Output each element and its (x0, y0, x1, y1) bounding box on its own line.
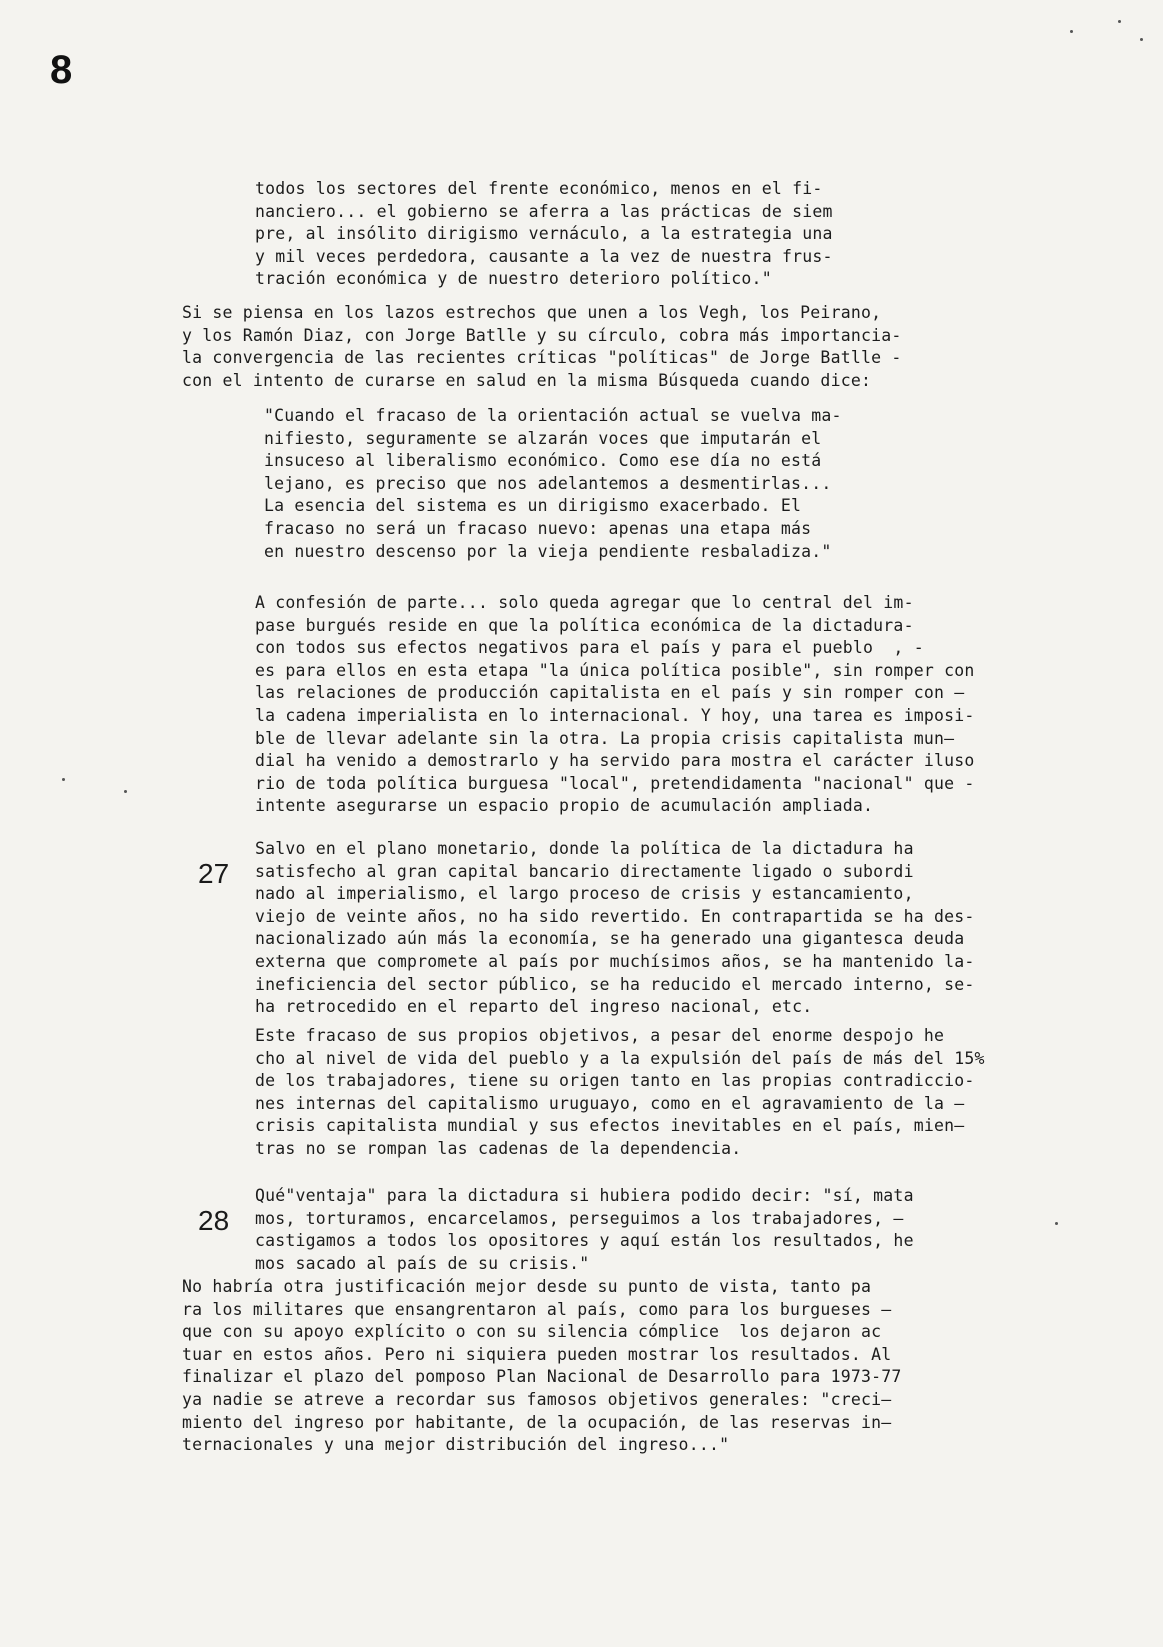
paragraph-28: Qué"ventaja" para la dictadura si hubiera podido decir: "sí, mata mos, torturamos, encarcelamos, perseguimos a los trabajadores, — castigamos a todos los opositores y aquí están los resultados, he mos sacado al país de su crisis." (255, 1186, 914, 1273)
paragraph-batlle: Si se piensa en los lazos estrechos que unen a los Vegh, los Peirano, y los Ramón Diaz, con Jorge Batlle y su círculo, cobra más importancia- la convergencia de las recientes críticas "políticas" de Jorge Batlle - con el intento de curarse en salud en la misma Búsqueda cuando dice: (182, 303, 902, 390)
page-number: 8 (50, 48, 73, 92)
scan-speck (62, 778, 65, 781)
paragraph-fracaso: Este fracaso de sus propios objetivos, a pesar del enorme despojo he cho al nivel de vida del pueblo y a la expulsión del país de más del 15% de los trabajadores, tiene su origen tanto en las propias contradiccio- nes internas del capitalismo uruguayo, como en el agravamiento de la — crisis capitalista mundial y sus efectos inevitables en el país, mien— tras no se rompan las cadenas de la dependencia. (255, 1026, 985, 1158)
block-quote-busqueda: "Cuando el fracaso de la orientación actual se vuelva ma- nifiesto, seguramente se alzarán voces que imputarán el insuceso al liberalismo económico. Como ese día no está lejano, es preciso que nos adelantemos a desmentirlas... La esencia del sistema es un dirigismo exacerbado. El fracaso no será un fracaso nuevo: apenas una etapa más en nuestro descenso por la vieja pendiente resbaladiza." (264, 406, 842, 561)
margin-number-27: 27 (198, 858, 230, 889)
scan-speck (1140, 38, 1143, 41)
paragraph-confesion: A confesión de parte... solo queda agregar que lo central del im- pase burgués reside en que la política económica de la dictadura- con todos sus efectos negativos para el país y para el pueblo , - es para ellos en esta etapa "la única política posible", sin romper con las relaciones de producción capitalista en el país y sin romper con — la cadena imperialista en lo internacional. Y hoy, una tarea es imposi- ble de llevar adelante sin la otra. La propia crisis capitalista mun— dial ha venido a demostrarlo y ha servido para mostra el carácter iluso rio de toda política burguesa "local", pretendidamenta "nacional" que - intente asegurarse un espacio propio de acumulación ampliada. (255, 593, 975, 816)
paragraph-continuation: todos los sectores del frente económico, menos en el fi- nanciero... el gobierno se aferra a las prácticas de siem pre, al insólito dirigismo vernáculo, a la estrategia una y mil veces perdedora, causante a la vez de nuestra frus- tración económica y de nuestro deterioro político." (255, 179, 833, 289)
scan-speck (1118, 20, 1121, 23)
scan-speck (124, 790, 127, 793)
scan-speck (1055, 1222, 1058, 1225)
scan-speck (1070, 30, 1073, 33)
paragraph-justificacion: No habría otra justificación mejor desde su punto de vista, tanto pa ra los militares que ensangrentaron al país, como para los burgueses — que con su apoyo explícito o con su silencia cómplice los dejaron ac tuar en estos años. Pero ni siquiera pueden mostrar los resultados. Al finalizar el plazo del pomposo Plan Nacional de Desarrollo para 1973-77 ya nadie se atreve a recordar sus famosos objetivos generales: "creci— miento del ingreso por habitante, de la ocupación, de las reservas in— ternacionales y una mejor distribución del ingreso..." (182, 1277, 902, 1455)
paragraph-27: Salvo en el plano monetario, donde la política de la dictadura ha satisfecho al gran capital bancario directamente ligado o subordi nado al imperialismo, el largo proceso de crisis y estancamiento, viejo de veinte años, no ha sido revertido. En contrapartida se ha des- nacionalizado aún más la economía, se ha generado una gigantesca deuda externa que compromete al país por muchísimos años, se ha mantenido la- ineficiencia del sector público, se ha reducido el mercado interno, se- ha retrocedido en el reparto del ingreso nacional, etc. (255, 839, 975, 1017)
margin-number-28: 28 (198, 1205, 230, 1236)
